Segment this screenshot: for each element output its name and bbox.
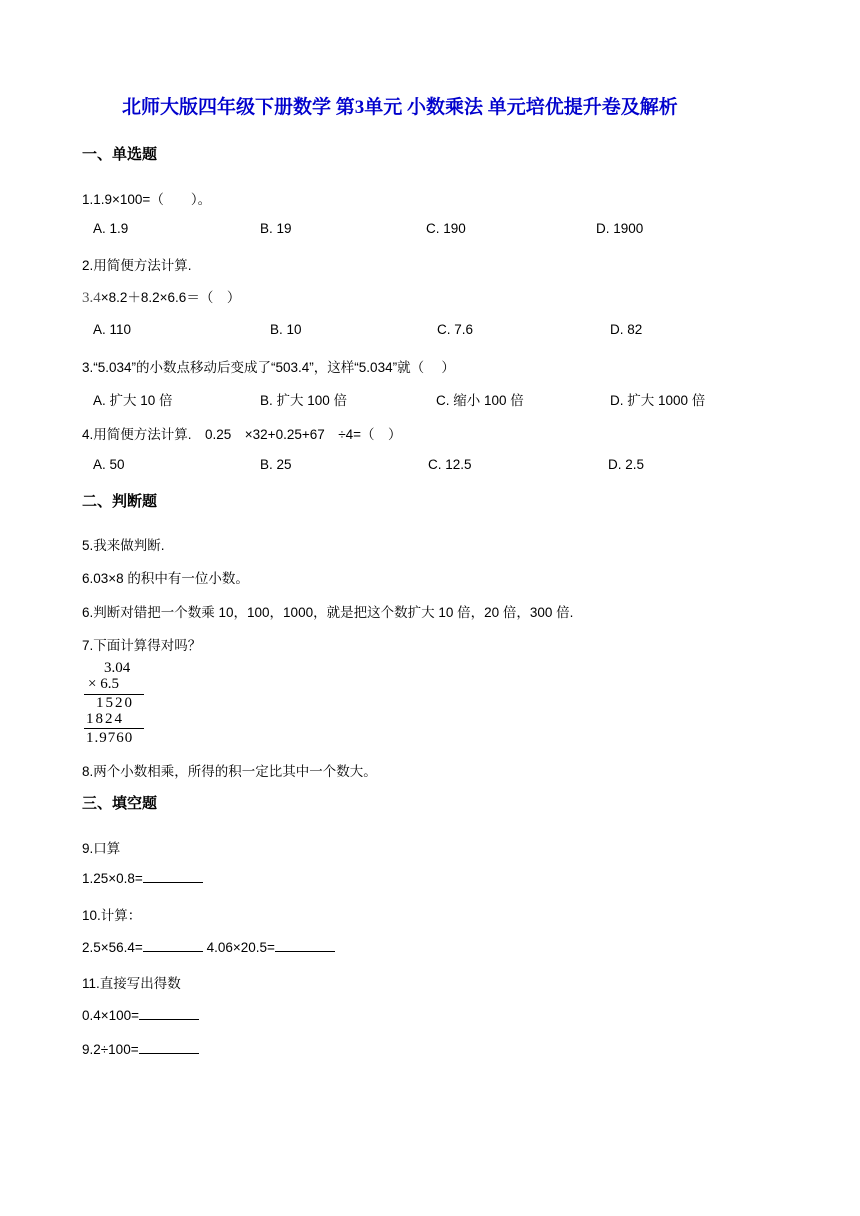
question-3-stem: 3.“5.034”的小数点移动后变成了“503.4”，这样“5.034”就（ ）	[82, 360, 455, 375]
section-heading-true-false: 二、判断题	[82, 493, 158, 510]
fill-11-expression-1-text: 0.4×100=	[82, 1008, 140, 1023]
question-4-option-d: D. 2.5	[608, 457, 645, 472]
fill-11-expression-2	[82, 1041, 199, 1057]
question-2-option-b: B. 10	[270, 322, 302, 337]
fill-10-expression-1: 2.5×56.4=	[82, 940, 143, 955]
fill-9-stem: 9.口算	[82, 841, 121, 856]
question-2-expression	[82, 286, 240, 307]
fill-11-expression-2-text: 9.2÷100=	[82, 1042, 139, 1057]
question-2-option-a: A. 110	[93, 322, 132, 337]
judge-5-statement: 6.03×8 的积中有一位小数。	[82, 571, 249, 586]
question-4-option-c: C. 12.5	[428, 457, 472, 472]
judge-7-vertical-multiplication	[82, 660, 148, 748]
answer-blank[interactable]	[139, 1041, 199, 1054]
question-2-stem: 2.用简便方法计算.	[82, 258, 192, 273]
question-2-expression-image: 3.4	[82, 290, 101, 306]
fill-10-expression-2: 4.06×20.5=	[206, 940, 275, 955]
fill-10-expressions	[82, 939, 335, 955]
question-2-expression-text: ×8.2＋8.2×6.6＝（ ）	[100, 290, 241, 305]
question-3-option-b: B. 扩大 100 倍	[260, 393, 348, 408]
question-4-option-b: B. 25	[260, 457, 292, 472]
section-heading-fill-in: 三、填空题	[82, 795, 158, 812]
fill-11-expression-1	[82, 1007, 199, 1023]
question-1-option-b: B. 19	[260, 221, 292, 236]
answer-blank[interactable]	[143, 870, 203, 883]
judge-8-stem: 8.两个小数相乘，所得的积一定比其中一个数大。	[82, 764, 377, 779]
answer-blank[interactable]	[143, 939, 203, 952]
fill-11-stem: 11.直接写出得数	[82, 976, 181, 991]
answer-blank[interactable]	[275, 939, 335, 952]
section-heading-single-choice: 一、单选题	[82, 146, 158, 163]
fill-10-stem: 10.计算：	[82, 908, 142, 923]
question-1-option-d: D. 1900	[596, 221, 644, 236]
question-1-stem: 1.1.9×100=（ ）。	[82, 192, 212, 207]
question-1-option-c: C. 190	[426, 221, 466, 236]
answer-blank[interactable]	[139, 1007, 199, 1020]
question-2-option-c: C. 7.6	[437, 322, 474, 337]
calc-multiplier: × 6.5	[88, 676, 119, 692]
question-1-option-a: A. 1.9	[93, 221, 129, 236]
question-3-option-d: D. 扩大 1000 倍	[610, 393, 706, 408]
page-title: 北师大版四年级下册数学 第3单元 小数乘法 单元培优提升卷及解析	[122, 97, 678, 118]
calc-multiplicand: 3.04	[104, 660, 131, 676]
judge-6-stem: 6.判断对错把一个数乘 10，100，1000，就是把这个数扩大 10 倍，20 倍，300 倍.	[82, 605, 574, 620]
judge-7-stem: 7.下面计算得对吗？	[82, 638, 202, 653]
judge-5-stem: 5.我来做判断.	[82, 538, 165, 553]
question-4-option-a: A. 50	[93, 457, 125, 472]
calc-partial-product-2: 1824	[86, 711, 124, 727]
question-4-stem: 4.用简便方法计算. 0.25 ×32+0.25+67 ÷4=（ ）	[82, 427, 402, 442]
calc-partial-product-1: 1520	[96, 695, 134, 711]
question-3-option-a: A. 扩大 10 倍	[93, 393, 173, 408]
fill-9-expression-text: 1.25×0.8=	[82, 871, 143, 886]
fill-9-expression	[82, 870, 203, 886]
question-3-option-c: C. 缩小 100 倍	[436, 393, 524, 408]
calc-rule-2	[84, 728, 144, 729]
question-2-option-d: D. 82	[610, 322, 643, 337]
calc-result: 1.9760	[86, 730, 134, 746]
